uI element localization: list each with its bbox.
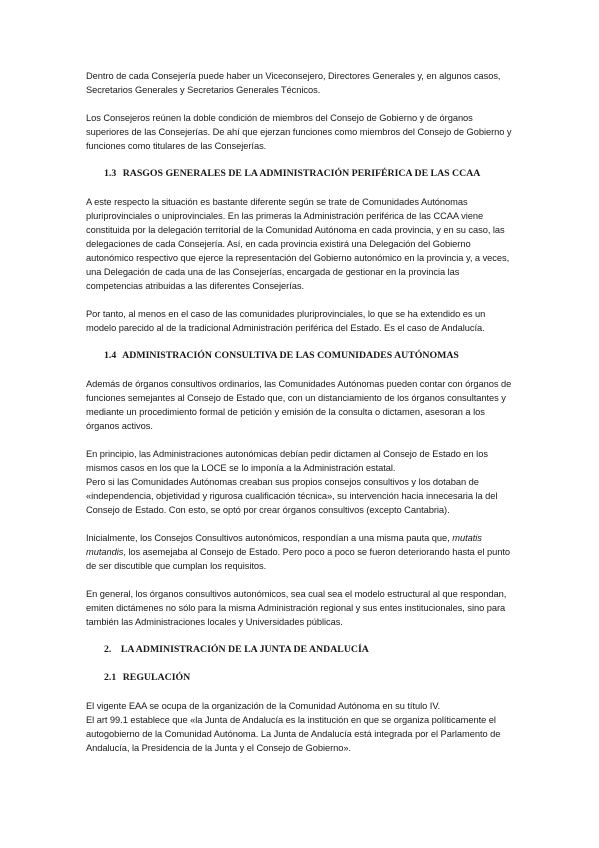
section-number: 1.3 (104, 168, 117, 179)
paragraph-por-tanto: Por tanto, al menos en el caso de las comunidades pluriprovinciales, lo que se ha extendido es un modelo parecido al de la tradicional Administración periférica del Estado. Es el caso de Andalucía. (86, 309, 486, 333)
paragraph-pero-si: Pero si las Comunidades Autónomas creaban sus propios consejos consultivos y los dotaban de «independencia, objetividad y rigurosa cualificación técnica», su intervención hacia innecesaria la del Consejo de Estado. Con esto, se optó por crear órganos consultivos (excepto Cantabria). (86, 477, 498, 515)
section-heading-1-4 (86, 349, 515, 363)
section-title: LA ADMINISTRACIÓN DE LA JUNTA DE ANDALUCÍA (120, 644, 369, 655)
section-title: REGULACIÓN (122, 672, 191, 683)
paragraph-inicialmente (86, 531, 515, 573)
section-title: RASGOS GENERALES DE LA ADMINISTRACIÓN PERIFÉRICA DE LAS CCAA (122, 168, 481, 179)
paragraph-en-principio: En principio, las Administraciones autonómicas debían pedir dictamen al Consejo de Estado en los mismos casos en los que la LOCE se lo imponía a la Administración estatal. (86, 449, 488, 473)
section-heading-2 (86, 643, 515, 657)
section-number: 2. (104, 644, 112, 655)
paragraph-art-99: El art 99.1 establece que «la Junta de Andalucía es la institución en que se organiza políticamente el autogobierno de la Comunidad Autónoma. La Junta de Andalucía está integrada por el Parlamento de Andalucía, la Presidencia de la Junta y el Consejo de Gobierno». (86, 715, 501, 753)
paragraph-vigente-eaa: El vigente EAA se ocupa de la organización de la Comunidad Autónoma en su título IV. (86, 701, 441, 711)
section-title: ADMINISTRACIÓN CONSULTIVA DE LAS COMUNIDADES AUTÓNOMAS (122, 350, 459, 361)
section-number: 1.4 (104, 350, 117, 361)
section-heading-1-3 (86, 167, 515, 181)
section-number: 2.1 (104, 672, 117, 683)
text-before: Inicialmente, los Consejos Consultivos autonómicos, respondían a una misma pauta que, (86, 533, 450, 543)
paragraph-ademas: Además de órganos consultivos ordinarios, las Comunidades Autónomas pueden contar con órganos de funciones semejantes al Consejo de Estado que, con un distanciamiento de los órganos consultantes y mediante un procedimiento formal de petición y emisión de la consulta o dictamen, asesoran a los órganos activos. (86, 379, 512, 431)
paragraph-viceconsejero: Dentro de cada Consejería puede haber un Viceconsejero, Directores Generales y, en algunos casos, Secretarios Generales y Secretarios Generales Técnicos. (86, 71, 501, 95)
italic-phrase: mutatis mutandis (86, 533, 482, 557)
text-after: , los asemejaba al Consejo de Estado. Pero poco a poco se fueron deteriorando hasta el punto de ser discutible que cumplan los requisitos. (86, 547, 510, 571)
paragraph-en-general: En general, los órganos consultivos autonómicos, sea cual sea el modelo estructural al que respondan, emiten dictámenes no sólo para la misma Administración regional y sus entes institucionales, sino para también las Administraciones locales y Universidades públicas. (86, 589, 507, 627)
section-heading-2-1 (86, 671, 515, 685)
paragraph-situacion: A este respecto la situación es bastante diferente según se trate de Comunidades Autónomas pluriprovinciales o uniprovinciales. En las primeras la Administración periférica de las CCAA viene constituida por la delegación territorial de la Comunidad Autónoma en cada provincia, y en su caso, las delegaciones de cada Consejería. Así, en cada provincia existirá una Delegación del Gobierno autonómico respectivo que ejerce la representación del Gobierno autonómico en la provincia y, a veces, una Delegación de cada una de las Consejerías, encargada de gestionar en la provincia las competencias atribuidas a las diferentes Consejerías. (86, 197, 510, 291)
paragraph-consejeros: Los Consejeros reúnen la doble condición de miembros del Consejo de Gobierno y de órganos superiores de las Consejerías. De ahí que ejerzan funciones como miembros del Consejo de Gobierno y funciones como titulares de las Consejerías. (86, 113, 512, 151)
